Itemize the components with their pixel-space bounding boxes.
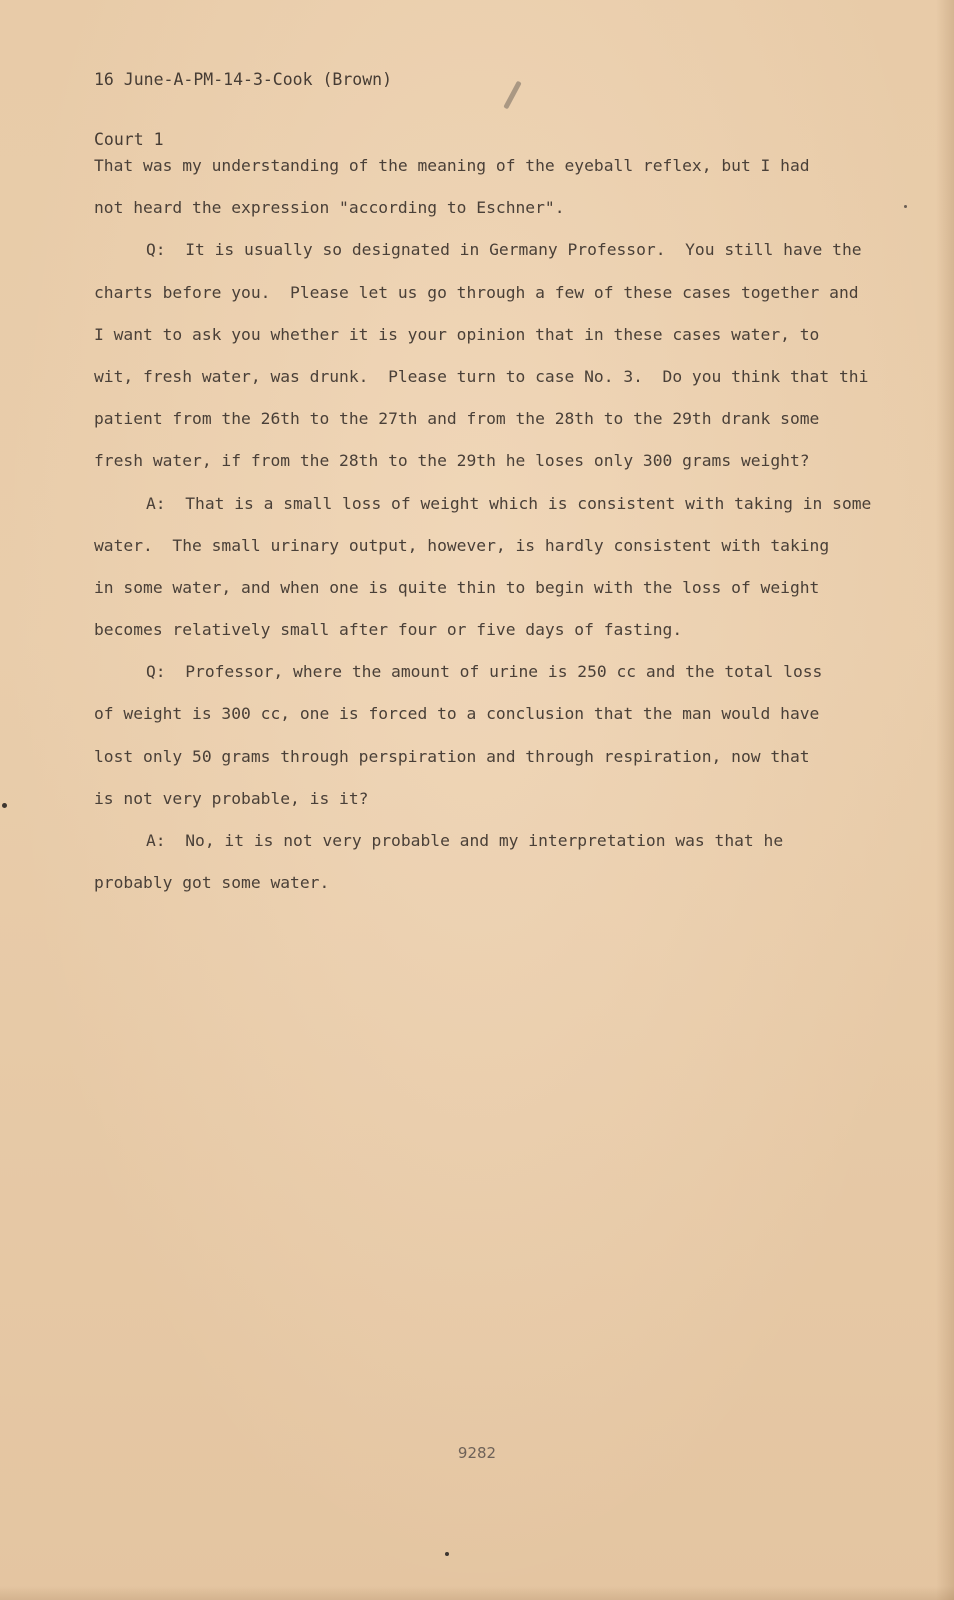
margin-mark xyxy=(2,803,7,808)
transcript-line: I want to ask you whether it is your opinion that in these cases water, to xyxy=(94,324,820,344)
page-edge-shadow-bottom xyxy=(0,1586,954,1600)
header-line-2: Court 1 xyxy=(94,130,164,149)
transcript-line: patient from the 26th to the 27th and from the 28th to the 29th drank some xyxy=(94,409,820,429)
transcript-line: lost only 50 grams through perspiration and through respiration, now that xyxy=(94,746,810,766)
transcript-line: is not very probable, is it? xyxy=(94,788,369,808)
page-number: 9282 xyxy=(457,1444,497,1462)
transcript-line: A: No, it is not very probable and my interpretation was that he xyxy=(146,831,784,850)
margin-mark xyxy=(904,205,907,208)
transcript-line: of weight is 300 cc, one is forced to a conclusion that the man would have xyxy=(94,704,820,724)
transcript-line: in some water, and when one is quite thin to begin with the loss of weight xyxy=(94,577,820,597)
transcript-line: A: That is a small loss of weight which is consistent with taking in some xyxy=(146,493,872,513)
transcript-line: charts before you. Please let us go through a few of these cases together and xyxy=(94,282,859,302)
transcript-line: water. The small urinary output, however, is hardly consistent with taking xyxy=(94,535,830,555)
transcript-line: Q: Professor, where the amount of urine is 250 cc and the total loss xyxy=(146,662,823,682)
transcript-line: Q: It is usually so designated in Germany Professor. You still have the xyxy=(146,240,862,260)
transcript-line: becomes relatively small after four or five days of fasting. xyxy=(94,620,683,640)
transcript-line: probably got some water. xyxy=(94,873,330,893)
transcript-line: not heard the expression "according to Eschner". xyxy=(94,198,565,218)
pencil-mark xyxy=(503,81,521,110)
margin-mark xyxy=(445,1552,449,1556)
transcript-line: wit, fresh water, was drunk. Please turn to case No. 3. Do you think that thi xyxy=(94,366,869,386)
page-edge-shadow-right xyxy=(936,0,954,1600)
transcript-line: That was my understanding of the meaning of the eyeball reflex, but I had xyxy=(94,156,810,175)
header-line-1: 16 June-A-PM-14-3-Cook (Brown) xyxy=(94,70,393,89)
transcript-body xyxy=(94,155,894,914)
transcript-line: fresh water, if from the 28th to the 29th he loses only 300 grams weight? xyxy=(94,451,810,471)
